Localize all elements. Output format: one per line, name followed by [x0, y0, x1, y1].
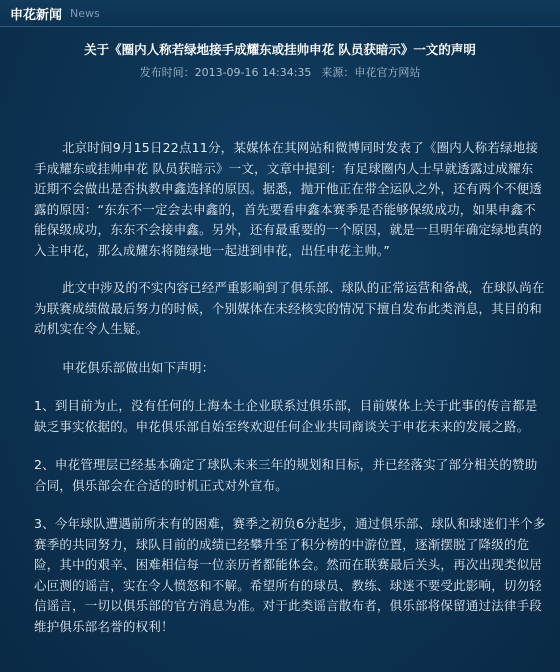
source-value: 申花官方网站 — [354, 66, 421, 79]
paragraph-statement-intro: 申花俱乐部做出如下声明： — [62, 359, 215, 375]
paragraph-point-2: 2、申花管理层已经基本确定了球队未来三年的规划和目标，并已经落实了部分相关的赞助合同，俱乐部会在合适的时机正式对外宣布。 — [34, 457, 538, 493]
section-header — [0, 0, 560, 27]
article-title: 关于《圈内人称若绿地接手成耀东或挂帅申花 队员获暗示》一文的声明 — [84, 42, 476, 57]
section-title: 申花新闻 — [10, 7, 63, 23]
published-label: 发布时间： — [139, 66, 195, 79]
section-subtitle: News — [70, 6, 100, 20]
paragraph-impact: 此文中涉及的不实内容已经严重影响到了俱乐部、球队的正常运营和备战，在球队尚在为联赛成绩做最后努力的时候，个别媒体在未经核实的情况下擅自发布此类消息，其目的和动机实在令人生疑。 — [34, 280, 545, 336]
article-header — [0, 27, 560, 80]
paragraph-report: 北京时间9月15日22点11分，某媒体在其网站和微博同时发表了《圈内人称若绿地接手成耀东或挂帅申花 队员获暗示》一文，文章中提到：有足球圈内人士早就透露过成耀东近期不会做出是否执教申鑫选择的原因。据悉，抛开他正在带全运队之外，还有两个不便透露的原因：“东东不一定会去申鑫的，首先要看申鑫本赛季是否能够保级成功，如果申鑫不能保级成功，东东不会接申鑫。另外，还有最重要的一个原因，就是一旦明年确定绿地真的入主申花，那么成耀东将随绿地一起进到申花，出任申花主帅。” — [34, 140, 543, 258]
article-body — [0, 80, 560, 637]
paragraph-point-3: 3、今年球队遭遇前所未有的困难，赛季之初负6分起步，通过俱乐部、球队和球迷们半个多赛季的共同努力，球队目前的成绩已经攀升至了积分榜的中游位置，逐渐摆脱了降级的危险，其中的艰辛、困难相信每一位亲历者都能体会。然而在联赛最后关头，再次出现类似居心叵测的谣言，实在令人愤怒和不解。希望所有的球员、教练、球迷不要受此影响，切勿轻信谣言，一切以俱乐部的官方消息为准。对于此类谣言散布者，俱乐部将保留通过法律手段维护俱乐部名誉的权利！ — [34, 516, 546, 634]
paragraph-point-1: 1、到目前为止，没有任何的上海本土企业联系过俱乐部，目前媒体上关于此事的传言都是缺乏事实依据的。申花俱乐部自始至终欢迎任何企业共同商谈关于申花未来的发展之路。 — [34, 398, 538, 434]
article-meta — [0, 66, 560, 80]
source-label: 来源： — [321, 66, 355, 79]
published-time: 2013-09-16 14:34:35 — [194, 66, 312, 79]
